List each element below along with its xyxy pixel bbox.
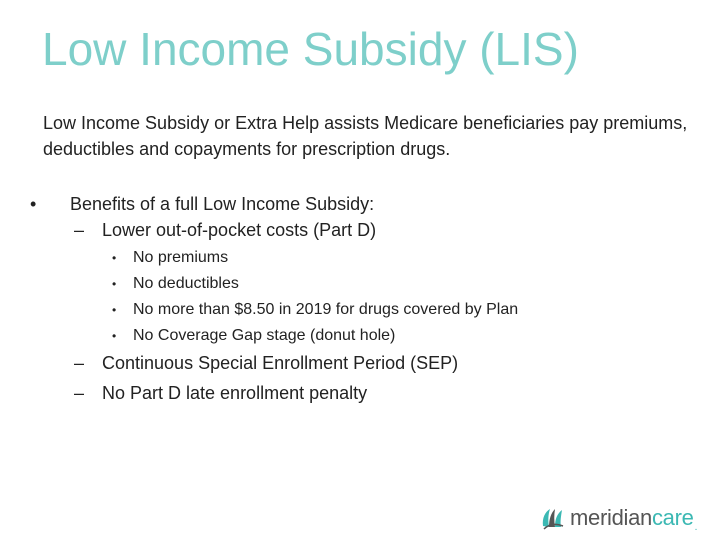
sub-sub-item-text: No premiums [133,249,229,266]
sub-item-text: Continuous Special Enrollment Period (SEP) [102,353,459,373]
dot-marker: • [112,251,117,265]
dash-marker: – [74,220,85,240]
sub-sub-item-text: No Coverage Gap stage (donut hole) [133,327,396,344]
dot-marker: • [112,303,117,317]
sub-item-text: Lower out-of-pocket costs (Part D) [102,220,377,240]
dash-marker: – [74,383,85,403]
sub-sub-item-coverage-gap [112,323,395,349]
logo-text-meridian: meridian [570,505,652,530]
bullet-text: Benefits of a full Low Income Subsidy: [70,194,375,214]
meridian-leaf-icon [540,505,566,531]
dot-marker: • [112,329,117,343]
bullet-marker: • [30,194,37,214]
logo-text-care: care [651,505,694,530]
sub-sub-item-deductibles [112,271,239,297]
slide-title: Low Income Subsidy (LIS) [42,23,579,75]
meridiancare-logo [540,503,697,533]
sub-sub-item-text: No deductibles [133,275,239,292]
sub-sub-item-premiums [112,245,228,271]
sub-item-text: No Part D late enrollment penalty [102,383,368,403]
sub-sub-item-copay-limit [112,297,518,323]
dash-marker: – [74,353,85,373]
dot-marker: • [112,277,117,291]
sub-item-sep [74,350,458,376]
logo-dot: . [694,522,698,533]
sub-item-late-penalty [74,380,367,406]
intro-paragraph: Low Income Subsidy or Extra Help assists Medicare beneficiaries pay premiums, deductibles and copayments for prescription drugs. [43,113,688,159]
logo-wordmark [570,505,694,531]
sub-sub-item-text: No more than $8.50 in 2019 for drugs covered by Plan [133,301,519,318]
sub-item-out-of-pocket [74,217,376,243]
benefits-bullet [30,191,374,217]
